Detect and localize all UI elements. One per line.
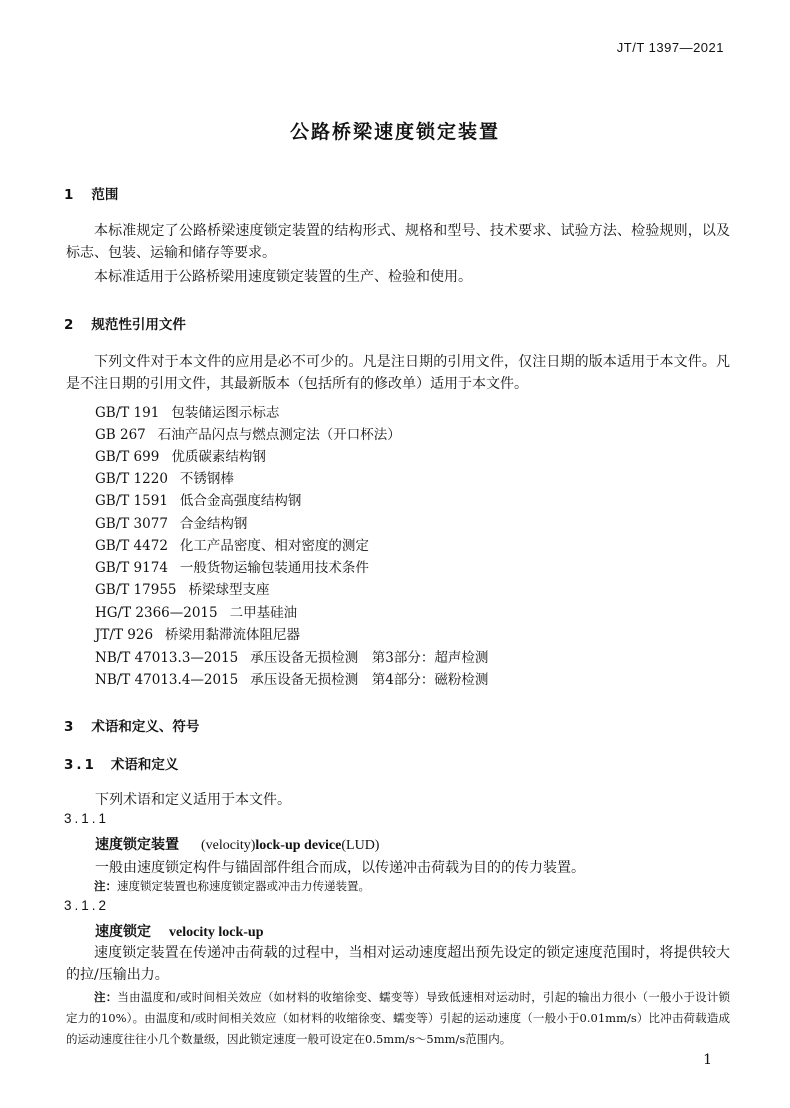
reference-title: 化工产品密度、相对密度的测定 bbox=[179, 538, 369, 554]
term-3-1-1 bbox=[95, 834, 379, 854]
section-3-heading bbox=[64, 715, 199, 735]
reference-item bbox=[95, 489, 301, 509]
reference-title: 不锈钢棒 bbox=[179, 471, 234, 487]
section-1-heading bbox=[64, 183, 118, 203]
reference-title: 承压设备无损检测 第4部分：磁粉检测 bbox=[250, 672, 489, 688]
page-number: 1 bbox=[703, 1052, 712, 1068]
reference-item bbox=[95, 623, 300, 643]
subsection-intro: 下列术语和定义适用于本文件。 bbox=[95, 792, 291, 808]
section-2-heading bbox=[64, 313, 186, 333]
reference-code: NB/T 47013.3—2015 bbox=[95, 650, 239, 666]
term-definition: 速度锁定装置在传递冲击荷载的过程中，当相对运动速度超出预先设定的锁定速度范围时，将提供较大的拉/压输出力。 bbox=[66, 945, 730, 983]
term-number: 3.1.2 bbox=[64, 898, 110, 913]
term-number: 3.1.1 bbox=[64, 811, 110, 826]
note-text: 当由温度和/或时间相关效应（如材料的收缩徐变、蠕变等）导致低速相对运动时，引起的输出力很小（一般小于设计锁定力的10%）。由温度和/或时间相关效应（如材料的收缩徐变、蠕变等）引起的运动速度（一般小于0.01mm/s）比冲击荷载造成的运动速度往往小几个数量级，因此锁定速度一般可设定在0.5mm/s～5mm/s范围内。 bbox=[66, 990, 731, 1046]
reference-title: 合金结构钢 bbox=[179, 516, 248, 532]
reference-title: 优质碳素结构钢 bbox=[171, 449, 266, 465]
reference-title: 石油产品闪点与燃点测定法（开口杯法） bbox=[157, 427, 401, 443]
reference-title: 桥梁用黏滞流体阻尼器 bbox=[165, 627, 301, 643]
reference-code: GB/T 17955 bbox=[95, 582, 177, 598]
section-title: 术语和定义、符号 bbox=[91, 719, 200, 735]
reference-item bbox=[95, 467, 234, 487]
reference-code: GB/T 3077 bbox=[95, 516, 168, 532]
term-en-prefix: (velocity) bbox=[201, 838, 256, 853]
section-1-paragraph-1: 本标准规定了公路桥梁速度锁定装置的结构形式、规格和型号、技术要求、试验方法、检验规则，以及标志、包装、运输和储存等要求。 bbox=[66, 223, 730, 261]
standard-number: JT/T 1397—2021 bbox=[616, 40, 724, 55]
subsection-title: 术语和定义 bbox=[110, 757, 179, 773]
reference-title: 承压设备无损检测 第3部分：超声检测 bbox=[250, 650, 489, 666]
note-text: 速度锁定装置也称速度锁定器或冲击力传递装置。 bbox=[117, 879, 370, 893]
reference-code: NB/T 47013.4—2015 bbox=[95, 672, 239, 688]
term-en: lock-up device bbox=[255, 838, 342, 853]
reference-code: JT/T 926 bbox=[95, 627, 154, 643]
reference-code: GB/T 191 bbox=[95, 405, 160, 421]
reference-title: 桥梁球型支座 bbox=[188, 582, 270, 598]
section-title: 规范性引用文件 bbox=[91, 317, 186, 333]
section-number: 1 bbox=[64, 187, 74, 203]
document-title: 公路桥梁速度锁定装置 bbox=[289, 121, 500, 143]
section-title: 范围 bbox=[91, 187, 119, 203]
section-1-paragraph-2: 本标准适用于公路桥梁用速度锁定装置的生产、检验和使用。 bbox=[94, 269, 472, 285]
reference-item bbox=[95, 423, 401, 443]
reference-title: 包装储运图示标志 bbox=[171, 405, 280, 421]
reference-code: GB/T 9174 bbox=[95, 560, 168, 576]
term-en: velocity lock-up bbox=[169, 925, 264, 940]
section-number: 2 bbox=[64, 317, 74, 333]
reference-code: GB 267 bbox=[95, 427, 146, 443]
reference-item bbox=[95, 668, 488, 688]
note-label: 注： bbox=[94, 879, 117, 893]
term-zh: 速度锁定装置 bbox=[95, 837, 179, 853]
reference-title: 低合金高强度结构钢 bbox=[179, 493, 302, 509]
term-zh: 速度锁定 bbox=[95, 924, 151, 940]
reference-code: GB/T 699 bbox=[95, 449, 160, 465]
reference-code: GB/T 4472 bbox=[95, 538, 168, 554]
reference-item bbox=[95, 601, 297, 621]
reference-item bbox=[95, 445, 266, 465]
reference-title: 二甲基硅油 bbox=[229, 605, 298, 621]
reference-item bbox=[95, 512, 247, 532]
reference-item bbox=[95, 578, 270, 598]
note-label: 注： bbox=[94, 990, 118, 1004]
section-number: 3 bbox=[64, 719, 74, 735]
section-2-intro: 下列文件对于本文件的应用是必不可少的。凡是注日期的引用文件，仅注日期的版本适用于本文件。凡是不注日期的引用文件，其最新版本（包括所有的修改单）适用于本文件。 bbox=[66, 354, 730, 392]
reference-item bbox=[95, 534, 369, 554]
term-3-1-2 bbox=[95, 921, 264, 941]
reference-item bbox=[95, 646, 488, 666]
subsection-3-1-heading bbox=[64, 753, 178, 773]
term-abbr: (LUD) bbox=[341, 838, 380, 853]
reference-title: 一般货物运输包装通用技术条件 bbox=[179, 560, 369, 576]
reference-item bbox=[95, 556, 369, 576]
term-definition: 一般由速度锁定构件与锚固部件组合而成，以传递冲击荷载为目的的传力装置。 bbox=[95, 860, 585, 876]
reference-code: GB/T 1220 bbox=[95, 471, 168, 487]
reference-code: HG/T 2366—2015 bbox=[95, 605, 218, 621]
term-note bbox=[66, 876, 730, 897]
reference-item bbox=[95, 401, 279, 421]
term-note bbox=[66, 987, 730, 1050]
reference-code: GB/T 1591 bbox=[95, 493, 168, 509]
subsection-number: 3.1 bbox=[64, 757, 97, 773]
